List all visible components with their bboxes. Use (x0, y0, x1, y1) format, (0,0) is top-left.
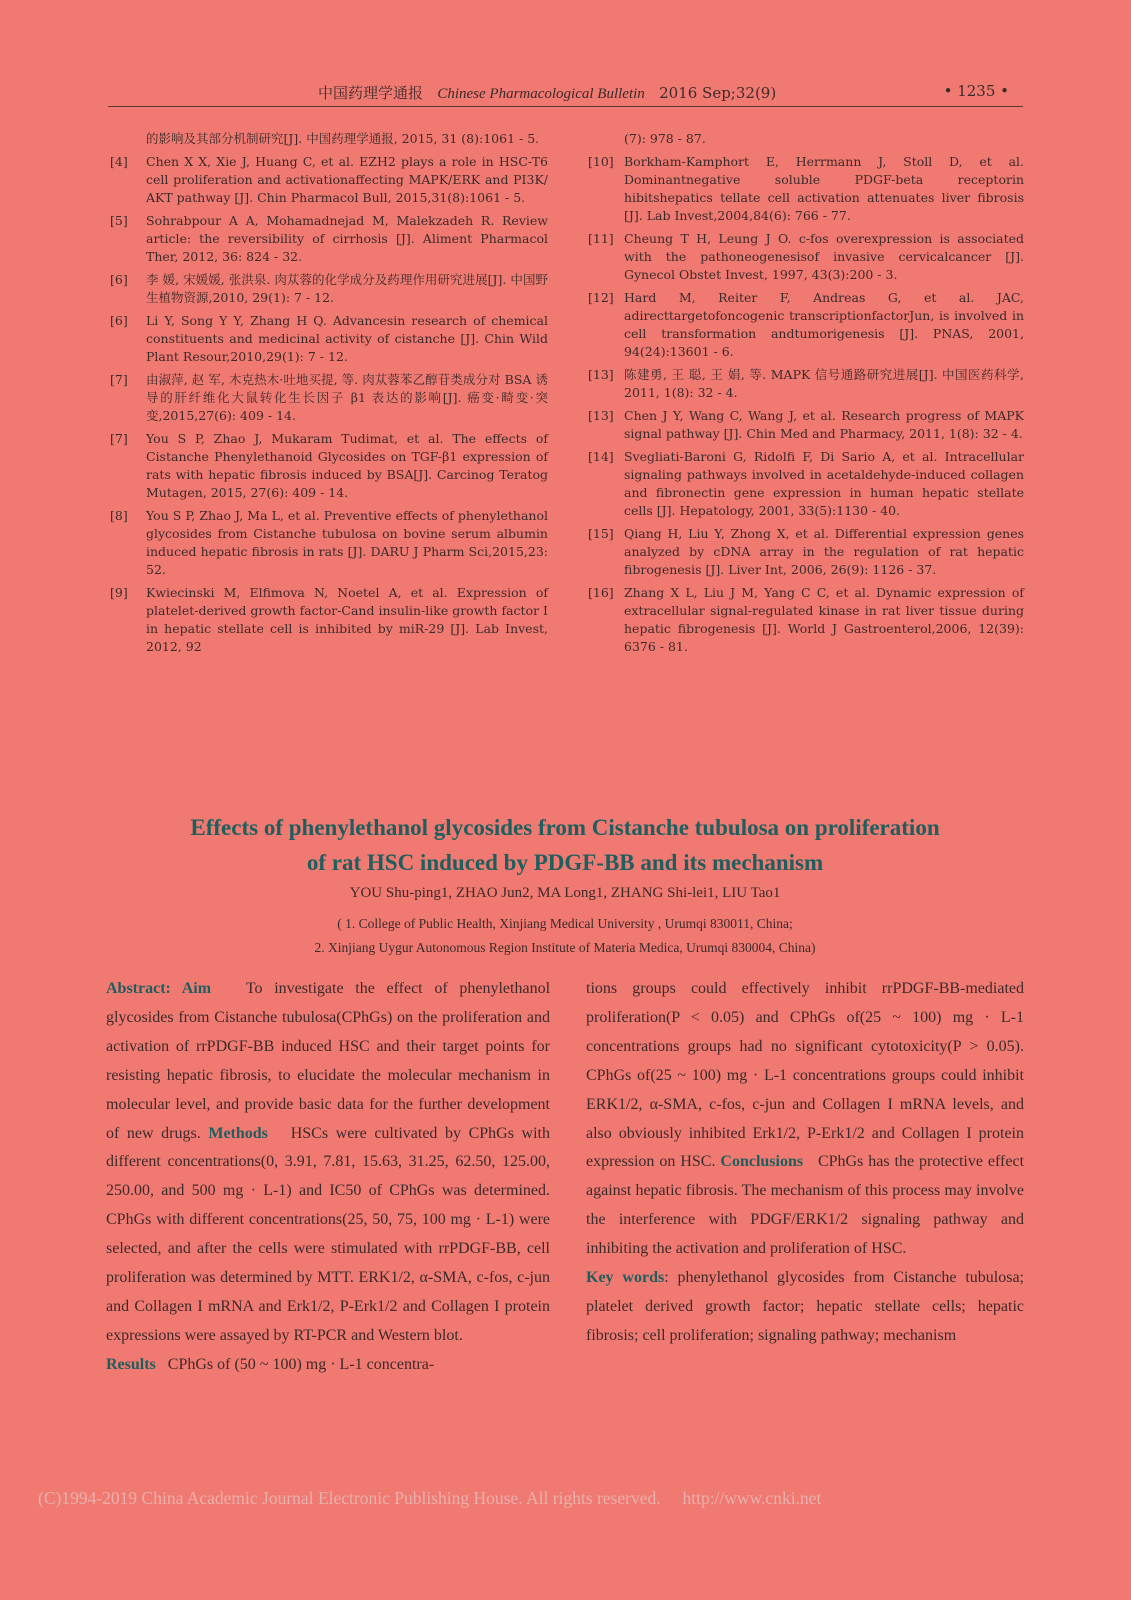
reference-text: Hard M, Reiter F, Andreas G, et al. JAC, adirecttargetofoncogenic transcriptionfactorJun, is involved in cell transformation andtumorigenesis [J]. PNAS, 2001, 94(24):13601 - 6. (624, 290, 1024, 359)
references-right-column (588, 130, 1024, 661)
cnki-url[interactable]: http://www.cnki.net (682, 1488, 822, 1508)
copyright-text: (C)1994-2019 China Academic Journal Electronic Publishing House. All rights reserved. (38, 1488, 661, 1508)
abstract-left-column (106, 975, 550, 1380)
reference-item (588, 289, 1024, 361)
page-number: • 1235 • (943, 82, 1009, 100)
reference-text: Chen X X, Xie J, Huang C, et al. EZH2 plays a role in HSC-T6 cell proliferation and activationaffecting MAPK/ERK and PI3K/ AKT pathway [J]. Chin Pharmacol Bull, 2015,31(8):1061 - 5. (146, 154, 548, 205)
conclusions-label: Conclusions (720, 1153, 804, 1171)
reference-item (110, 130, 548, 148)
reference-item (110, 153, 548, 207)
journal-issue: 2016 Sep;32(9) (659, 84, 777, 102)
methods-label: Methods (208, 1124, 268, 1142)
reference-item (588, 153, 1024, 225)
article-title (100, 810, 1030, 880)
reference-number: [16] (588, 585, 614, 600)
reference-number (110, 130, 146, 148)
affiliations (100, 912, 1030, 960)
reference-number: [14] (588, 449, 614, 464)
reference-text: Svegliati-Baroni G, Ridolfi F, Di Sario A, et al. Intracellular signaling pathways involved in acetaldehyde-induced collagen and fibronectin gene expression in human hepatic stellate cells [J]. Hepatology, 2001, 33(5):1130 - 40. (624, 449, 1024, 518)
keywords-text: : phenylethanol glycosides from Cistanche tubulosa; platelet derived growth factor; hepatic stellate cells; hepatic fibrosis; cell proliferation; signaling pathway; mechanism (586, 1269, 1025, 1344)
reference-number: [13] (588, 367, 614, 382)
reference-number: [4] (110, 154, 128, 169)
copyright-footer (38, 1488, 1088, 1509)
reference-text: 李 媛, 宋媛媛, 张洪泉. 肉苁蓉的化学成分及药理作用研究进展[J]. 中国野生植物资源,2010, 29(1): 7 - 12. (146, 272, 548, 305)
reference-item (588, 525, 1024, 579)
reference-item (110, 312, 548, 366)
affiliation-2: 2. Xinjiang Uygur Autonomous Region Institute of Materia Medica, Urumqi 830004, China) (314, 940, 816, 955)
reference-item (588, 448, 1024, 520)
journal-citation (318, 82, 776, 103)
reference-number: [10] (588, 154, 614, 169)
reference-number: [7] (110, 431, 128, 446)
reference-number: [7] (110, 372, 128, 387)
reference-text: Sohrabpour A A, Mohamadnejad M, Malekzadeh R. Review article: the reversibility of cirrhosis [J]. Aliment Pharmacol Ther, 2012, 36: 824 - 32. (146, 213, 548, 264)
abstract-right-column (586, 975, 1024, 1351)
reference-text: You S P, Zhao J, Ma L, et al. Preventive effects of phenylethanol glycosides from Cistanche tubulosa on bovine serum albumin induced hepatic fibrosis in rats [J]. DARU J Pharm Sci,2015,23: 52. (146, 508, 548, 577)
reference-text: 的影响及其部分机制研究[J]. 中国药理学通报, 2015, 31 (8):1061 - 5. (146, 131, 540, 146)
keywords-label: Key words (586, 1269, 665, 1287)
reference-item (588, 130, 1024, 148)
references-left-column (110, 130, 548, 661)
results-label: Results (106, 1355, 156, 1373)
reference-number: [13] (588, 408, 614, 423)
reference-number: [6] (110, 272, 128, 287)
reference-text: Zhang X L, Liu J M, Yang C C, et al. Dynamic expression of extracellular signal-regulated kinase in rat liver tissue during hepatic fibrogenesis [J]. World J Gastroenterol,2006, 12(39): 6376 - 81. (624, 585, 1024, 654)
journal-name-cn: 中国药理学通报 (318, 84, 424, 102)
reference-text: You S P, Zhao J, Mukaram Tudimat, et al. The effects of Cistanche Phenylethanoid Glycosides on TGF-β1 expression of rats with hepatic fibrosis induced by BSA[J]. Carcinog Teratog Mutagen, 2015, 27(6): 409 - 14. (146, 431, 548, 500)
reference-text: 陈建勇, 王 聪, 王 娟, 等. MAPK 信号通路研究进展[J]. 中国医药科学, 2011, 1(8): 32 - 4. (624, 367, 1024, 400)
reference-number: [8] (110, 508, 128, 523)
journal-name-en: Chinese Pharmacological Bulletin (437, 86, 645, 102)
methods-text: HSCs were cultivated by CPhGs with different concentrations(0, 3.91, 7.81, 15.63, 31.25, 62.50, 125.00, 250.00, and 500 mg · L-1) and IC50 of CPhGs was determined. CPhGs with different concentrations(25, 50, 75, 100 mg · L-1) were selected, and after the cells were stimulated with rrPDGF-BB, cell proliferation was determined by MTT. ERK1/2, α-SMA, c-fos, c-jun and Collagen I mRNA and Erk1/2, P-Erk1/2 and Collagen I protein expressions were assayed by RT-PCR and Western blot. (106, 1124, 551, 1344)
reference-item (110, 507, 548, 579)
affiliation-1: ( 1. College of Public Health, Xinjiang Medical University , Urumqi 830011, China; (337, 916, 793, 931)
reference-text: (7): 978 - 87. (624, 131, 706, 146)
conclusions-text: CPhGs has the protective effect against hepatic fibrosis. The mechanism of this process may involve the interference with PDGF/ERK1/2 signaling pathway and inhibiting the activation and proliferation of HSC. (586, 1153, 1025, 1258)
reference-item (588, 407, 1024, 443)
reference-text: Qiang H, Liu Y, Zhong X, et al. Differential expression genes analyzed by cDNA array in the regulation of rat hepatic fibrogenesis [J]. Liver Int, 2006, 26(9): 1126 - 37. (624, 526, 1024, 577)
reference-text: Borkham-Kamphort E, Herrmann J, Stoll D, et al. Dominantnegative soluble PDGF-beta receptorin hibitshepatics tellate cell activation attenuates liver fibrosis [J]. Lab Invest,2004,84(6): 766 - 77. (624, 154, 1024, 223)
title-line-2: of rat HSC induced by PDGF-BB and its mechanism (306, 850, 824, 875)
reference-number: [15] (588, 526, 614, 541)
running-header (108, 82, 1023, 107)
title-line-1: Effects of phenylethanol glycosides from Cistanche tubulosa on proliferation (190, 815, 940, 840)
reference-item (110, 271, 548, 307)
results-text-cont: tions groups could effectively inhibit rrPDGF-BB-mediated proliferation(P < 0.05) and CPhGs of(25 ~ 100) mg · L-1 concentrations groups had no significant cytotoxicity(P > 0.05). CPhGs of(25 ~ 100) mg · L-1 concentrations groups could inhibit ERK1/2, α-SMA, c-fos, c-jun and Collagen I mRNA levels, and also obviously inhibited Erk1/2, P-Erk1/2 and Collagen I protein expression on HSC. (586, 980, 1024, 1171)
reference-text: Cheung T H, Leung J O. c-fos overexpression is associated with the pathoneogenesisof invasive cervicalcancer [J]. Gynecol Obstet Invest, 1997, 43(3):200 - 3. (624, 231, 1024, 282)
reference-number: [11] (588, 231, 614, 246)
reference-number: [12] (588, 290, 614, 305)
results-text-start: CPhGs of (50 ~ 100) mg · L-1 concentra- (167, 1355, 435, 1373)
abstract-aim-label: Abstract: Aim (106, 980, 212, 997)
reference-item (588, 366, 1024, 402)
reference-item (588, 584, 1024, 656)
reference-item (110, 212, 548, 266)
reference-text: Chen J Y, Wang C, Wang J, et al. Research progress of MAPK signal pathway [J]. Chin Med and Pharmacy, 2011, 1(8): 32 - 4. (624, 408, 1024, 441)
reference-text: Kwiecinski M, Elfimova N, Noetel A, et al. Expression of platelet-derived growth factor-Cand insulin-like growth factor I in hepatic stellate cell is inhibited by miR-29 [J]. Lab Invest, 2012, 92 (146, 585, 548, 654)
reference-number: [6] (110, 313, 128, 328)
reference-number (588, 130, 624, 148)
abstract-aim-text: To investigate the effect of phenylethanol glycosides from Cistanche tubulosa(CPhGs) on the proliferation and activation of rrPDGF-BB induced HSC and their target points for resisting hepatic fibrosis, to elucidate the molecular mechanism in molecular level, and provide basic data for the further development of new drugs. (106, 980, 551, 1142)
reference-item (110, 371, 548, 425)
reference-text: Li Y, Song Y Y, Zhang H Q. Advancesin research of chemical constituents and medicinal activity of cistanche [J]. Chin Wild Plant Resour,2010,29(1): 7 - 12. (146, 313, 548, 364)
reference-item (110, 584, 548, 656)
reference-number: [5] (110, 213, 128, 228)
reference-item (110, 430, 548, 502)
authors: YOU Shu-ping1, ZHAO Jun2, MA Long1, ZHANG Shi-lei1, LIU Tao1 (349, 885, 781, 901)
reference-item (588, 230, 1024, 284)
reference-number: [9] (110, 585, 128, 600)
reference-text: 由淑萍, 赵 军, 木克热木·吐地买提, 等. 肉苁蓉苯乙醇苷类成分对 BSA 诱导的肝纤维化大鼠转化生长因子 β1 表达的影响[J]. 癌变·畸变·突变,2015,27(6): 409 - 14. (146, 372, 548, 423)
